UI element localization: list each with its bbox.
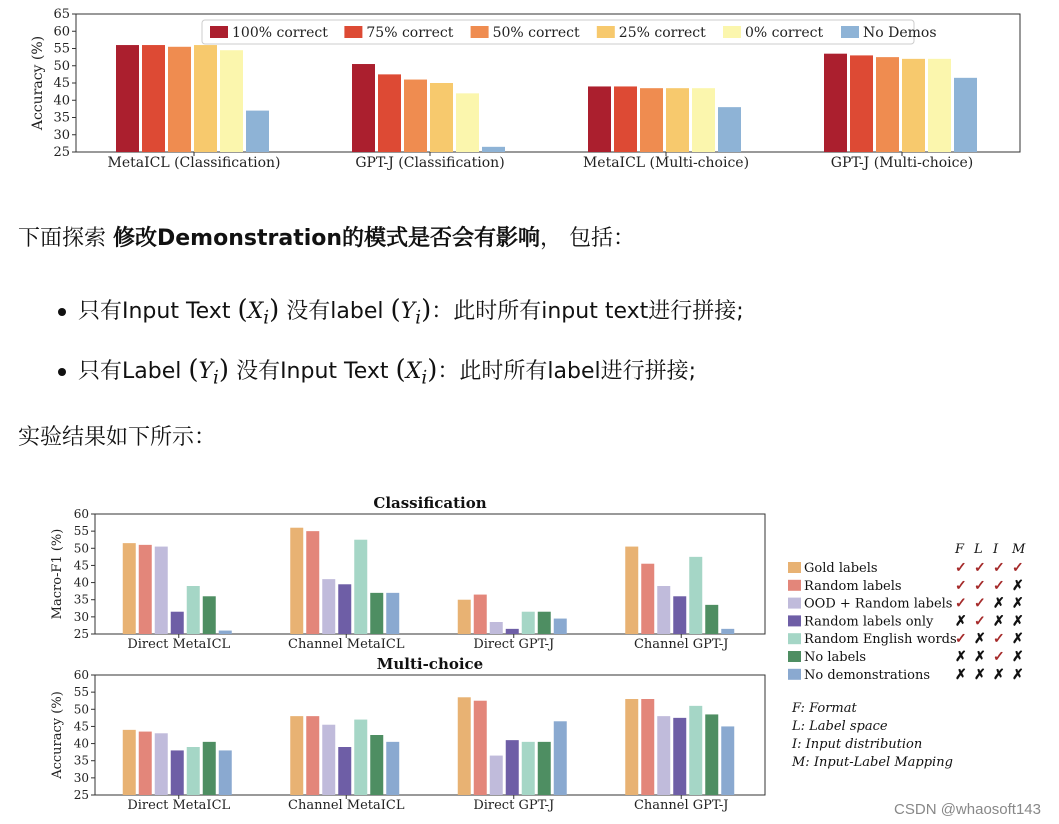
bar [689,557,702,634]
bar [290,716,303,795]
bar [187,586,200,634]
bar [290,528,303,634]
bar [692,88,715,152]
y-tick-label: 40 [73,736,89,751]
bar [482,147,505,152]
bar [554,619,567,634]
category-label: Direct GPT-J [473,798,555,813]
legend-mark: ✗ [1012,595,1024,612]
legend-mark: ✓ [955,631,967,648]
results-sentence: 实验结果如下所示： [18,425,217,450]
legend-label: 50% correct [492,25,580,41]
legend-note: F: Format [792,701,857,716]
legend-label: 100% correct [232,25,328,41]
bar [378,74,401,152]
y-tick-label: 45 [73,719,89,734]
category-label: MetaICL (Multi-choice) [582,155,750,171]
bar [322,579,335,634]
y-tick-label: 30 [53,127,70,143]
legend-mark: ✓ [974,560,986,576]
legend-swatch [788,580,801,591]
y-tick-label: 55 [73,685,89,700]
bar [474,701,487,795]
y-tick-label: 50 [73,541,89,556]
bar [673,718,686,795]
category-label: GPT-J (Classification) [355,155,505,171]
bar [490,622,503,634]
category-label: MetaICL (Classification) [107,155,281,171]
y-tick-label: 55 [53,41,70,57]
legend-mark: ✓ [955,595,967,612]
bar [203,596,216,634]
math-y-sub: i [213,367,219,389]
bottom-figure [40,490,1040,820]
legend-label: No demonstrations [804,667,930,683]
legend-swatch [788,615,801,626]
y-tick-label: 35 [73,753,89,768]
legend-mark: ✗ [1012,577,1024,594]
legend-label: No Demos [863,25,937,41]
y-tick-label: 60 [73,507,89,521]
legend-mark: ✗ [1012,613,1024,630]
bar [850,55,873,152]
bullet-dot [58,308,66,316]
category-label: Channel MetaICL [288,798,405,813]
bar [386,742,399,795]
bar [506,740,519,795]
bar [219,631,232,634]
intro-bold: 修改Demonstration的模式是否会有影响 [113,226,541,251]
legend-swatch [788,598,801,609]
bar [220,50,243,152]
legend-label: Random labels only [804,614,934,630]
bar [168,47,191,152]
bar [338,584,351,634]
bar [673,596,686,634]
category-label: GPT-J (Multi-choice) [830,155,974,171]
legend-swatch [788,633,801,644]
legend-swatch [841,26,859,38]
legend-header: L [974,542,983,557]
y-tick-label: 25 [73,788,89,802]
watermark: CSDN @whaosoft143 [894,801,1041,818]
bar [404,80,427,152]
category-label: Channel GPT-J [633,637,729,652]
category-label: Direct GPT-J [473,637,555,652]
bar [430,83,453,152]
y-tick-label: 55 [73,524,89,539]
bar [139,732,152,795]
bar [625,547,638,634]
bar [370,735,383,795]
bar [458,600,471,634]
bar [522,612,535,634]
bar [721,629,734,634]
legend-swatch [597,26,615,38]
bar [640,88,663,152]
bar [902,59,925,152]
bar [123,543,136,634]
bar [522,742,535,795]
legend-swatch [788,669,801,680]
y-tick-label: 50 [53,58,70,74]
bar [219,750,232,795]
y-tick-label: 60 [53,24,70,40]
category-label: Channel GPT-J [633,798,729,813]
bar [588,86,611,152]
legend-label: Random labels [804,578,902,594]
legend-note: L: Label space [792,719,888,734]
y-axis-label: Macro-F1 (%) [50,528,65,620]
legend-swatch [471,26,489,38]
bar [705,605,718,634]
legend-mark: ✗ [1012,631,1024,648]
top-chart-group [30,7,1020,171]
bar [246,111,269,152]
bar [554,721,567,795]
math-x: X [405,359,422,384]
legend-swatch [210,26,228,38]
legend-swatch [788,562,801,573]
bar [116,45,139,152]
math-y: Y [198,359,214,384]
y-tick-label: 35 [53,110,70,126]
y-tick-label: 50 [73,702,89,717]
bar [338,747,351,795]
bar [657,716,670,795]
math-x: X [247,299,264,324]
bar [458,697,471,795]
bar [194,45,217,152]
legend-label: OOD + Random labels [804,596,953,612]
chart-title: Multi-choice [376,655,484,673]
legend-mark: ✗ [955,666,967,683]
legend-mark: ✓ [993,560,1005,576]
bar [641,699,654,795]
bar [721,726,734,795]
y-axis-label: Accuracy (%) [30,35,46,131]
legend-mark: ✓ [993,577,1005,594]
bar [139,545,152,634]
bar [657,586,670,634]
bar [666,88,689,152]
intro-sentence [18,221,635,252]
bar [354,540,367,634]
bar [155,733,168,795]
bar [506,629,519,634]
legend-swatch [723,26,741,38]
bar [876,57,899,152]
top-accuracy-chart [30,0,1040,175]
category-label: Direct MetaICL [127,798,231,813]
bar [322,725,335,795]
bullet1-text-a: 只有Input Text [78,299,238,324]
legend-note: M: Input-Label Mapping [792,755,953,770]
legend-mark: ✗ [974,666,986,683]
bullet-item-2: 只有Label $(Y_i)$ 没有Input Text $(X_i)$：此时所有label进行拼接; [58,354,696,388]
legend-label: No labels [804,650,867,665]
legend-label: Gold labels [804,561,878,576]
bar [614,86,637,152]
bar [171,612,184,634]
y-tick-label: 30 [73,609,89,624]
legend-mark: ✓ [974,595,986,612]
y-tick-label: 45 [73,558,89,573]
legend-mark: ✓ [1012,560,1024,576]
bullet2-text-b: 没有Input Text [229,359,396,384]
bar [824,54,847,152]
legend-header: F [955,542,965,557]
bar [187,747,200,795]
legend-label: 0% correct [745,25,824,41]
legend-mark: ✗ [955,613,967,630]
bar [354,720,367,795]
bullet2-text-a: 只有Label [78,359,189,384]
y-tick-label: 65 [53,7,70,22]
bar [705,714,718,795]
legend-mark: ✗ [993,595,1005,612]
math-x-sub: i [421,367,428,389]
legend-mark: ✓ [955,560,967,576]
bar [306,716,319,795]
y-tick-label: 35 [73,592,89,607]
bullet1-text-c: ：此时所有input text进行拼接; [431,299,744,324]
legend-mark: ✗ [993,666,1005,683]
math-y-sub: i [415,307,422,329]
y-tick-label: 25 [53,145,70,160]
legend-swatch [344,26,362,38]
legend-mark: ✗ [1012,649,1024,665]
legend [202,20,937,44]
bar [386,593,399,634]
chart-title: Classification [373,494,487,512]
y-tick-label: 40 [73,575,89,590]
multichoice-chart [50,655,765,813]
legend-mark: ✗ [974,631,986,648]
legend-mark: ✓ [993,649,1005,665]
bar [352,64,375,152]
bar [370,593,383,634]
legend-mark: ✓ [993,631,1005,648]
legend-label: 75% correct [366,25,454,41]
bar [641,564,654,634]
bullet-item-1: 只有Input Text $(X_i)$ 没有label $(Y_i)$：此时所有input text进行拼接; [58,294,744,328]
legend-mark: ✓ [974,577,986,594]
bullet-dot [58,368,66,376]
legend-header: M [1012,542,1026,557]
math-x-sub: i [263,307,270,329]
bar [689,706,702,795]
y-tick-label: 45 [53,76,70,91]
y-tick-label: 30 [73,770,89,785]
y-tick-label: 25 [73,627,89,641]
category-label: Channel MetaICL [288,637,405,652]
bar [474,595,487,634]
legend-mark: ✗ [993,613,1005,630]
bar [171,750,184,795]
legend-mark: ✗ [974,649,986,665]
legend-label: Random English words [804,632,957,648]
bar [928,59,951,152]
bar [456,93,479,152]
classification-chart [50,494,765,652]
bar [306,531,319,634]
category-label: Direct MetaICL [127,637,231,652]
legend-note: I: Input distribution [792,737,923,752]
y-tick-label: 40 [53,93,70,109]
bar [123,730,136,795]
bar [954,78,977,152]
bar [538,612,551,634]
intro-prefix: 下面探索 [18,226,113,251]
legend-mark: ✓ [955,577,967,594]
legend-mark: ✗ [1012,666,1024,683]
bar [718,107,741,152]
bar [155,547,168,634]
bullet2-text-c: ：此时所有label进行拼接; [437,359,697,384]
legend-label: 25% correct [618,25,706,41]
bar [203,742,216,795]
legend-swatch [788,651,801,662]
legend-mark: ✗ [955,649,967,665]
bar [625,699,638,795]
bar [538,742,551,795]
bullet1-text-b: 没有label [279,299,391,324]
legend-header: I [993,542,999,557]
legend-table [788,542,1026,770]
intro-suffix: ， 包括： [540,226,636,251]
bar [142,45,165,152]
math-y: Y [400,299,416,324]
legend-mark: ✓ [974,613,986,630]
y-tick-label: 60 [73,668,89,682]
bar [490,756,503,795]
y-axis-label: Accuracy (%) [50,691,65,779]
